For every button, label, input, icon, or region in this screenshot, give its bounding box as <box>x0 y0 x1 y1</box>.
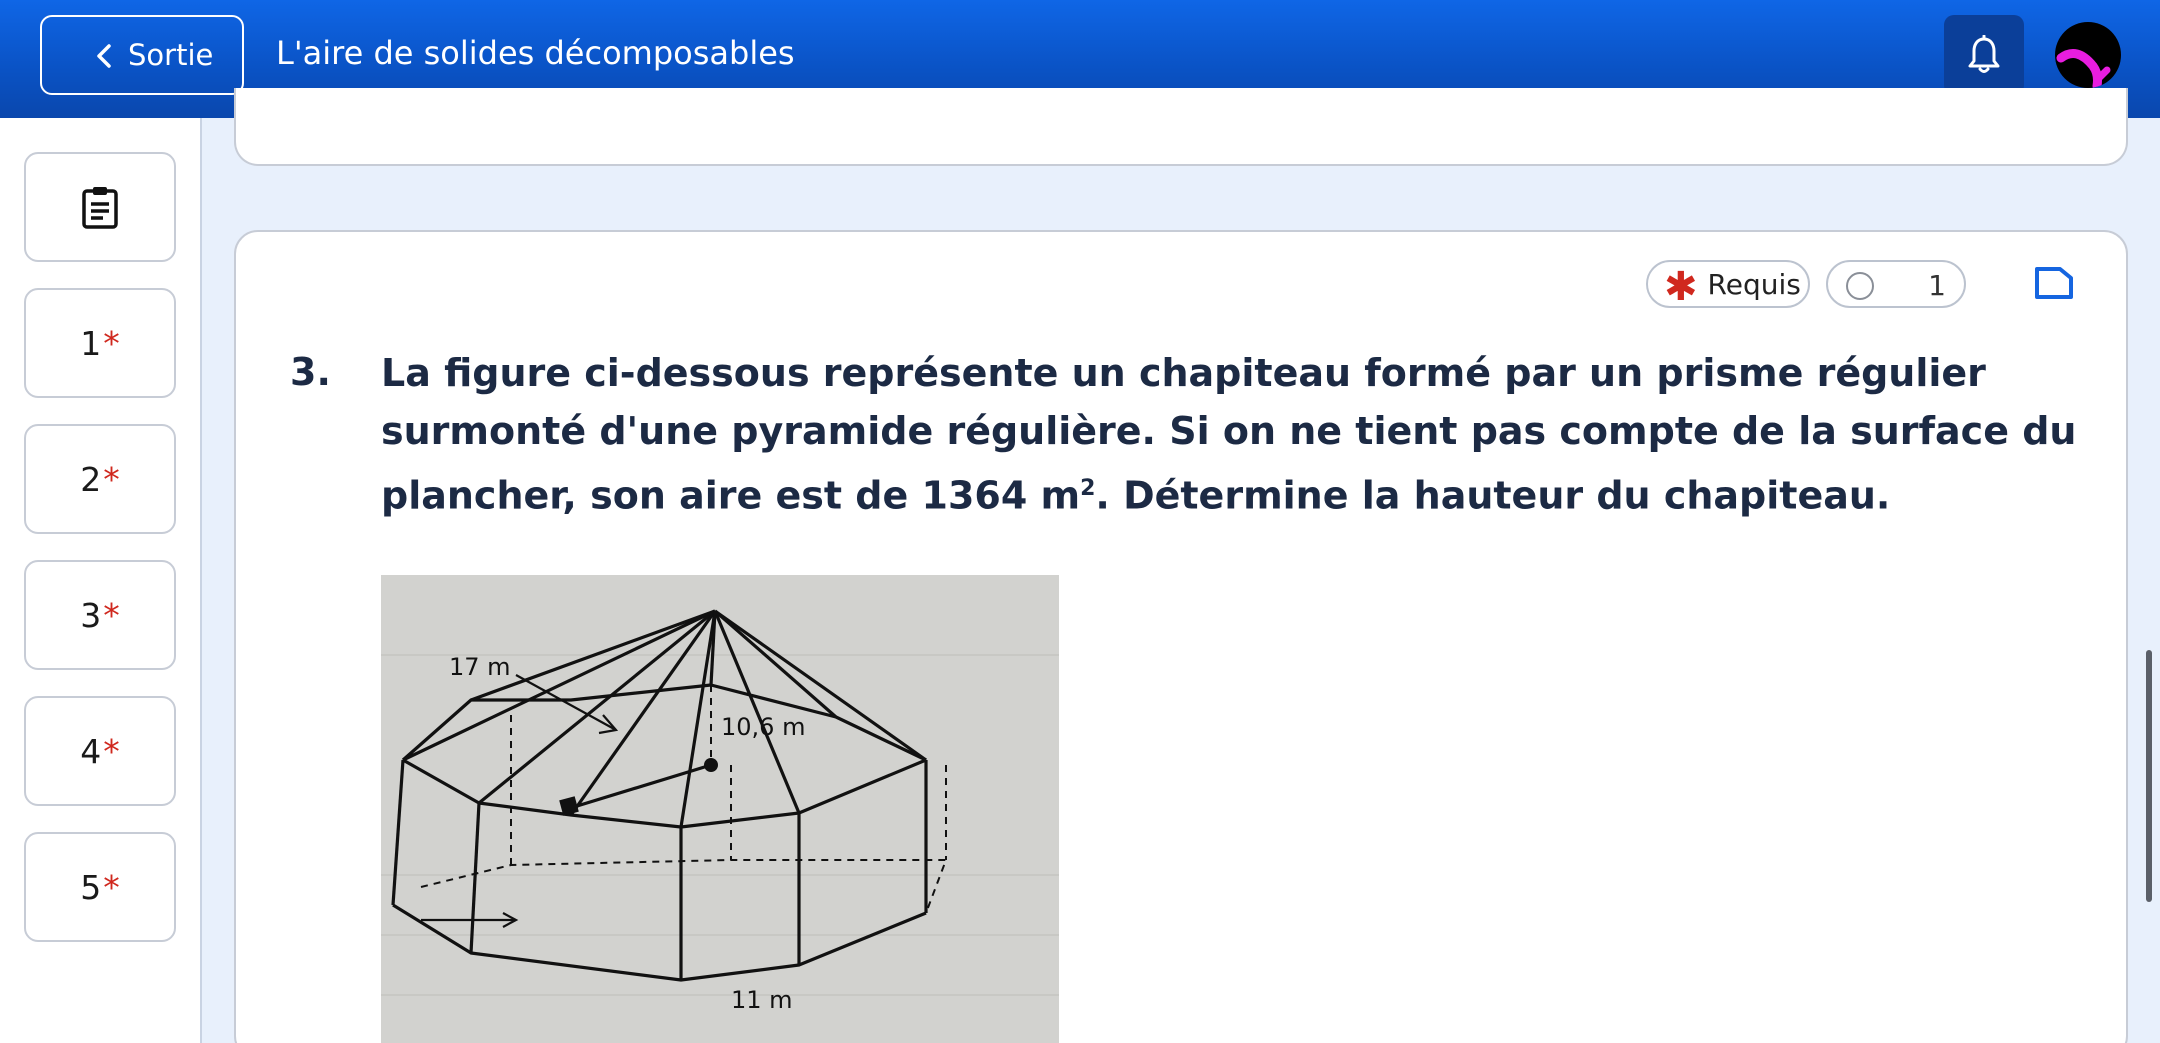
question-nav-5[interactable] <box>24 832 176 942</box>
required-label: Requis <box>1707 267 1801 301</box>
question-nav-label: 2 <box>80 459 102 499</box>
required-star: * <box>103 731 120 771</box>
points-badge <box>1826 260 1966 308</box>
question-nav-label: 4 <box>80 731 102 771</box>
exit-button[interactable] <box>40 15 244 95</box>
required-star: * <box>103 323 120 363</box>
circle-icon <box>1846 272 1874 300</box>
question-nav-3[interactable] <box>24 560 176 670</box>
chapiteau-drawing <box>381 575 1059 1043</box>
question-navigator <box>0 118 202 1043</box>
required-star: * <box>103 867 120 907</box>
question-nav-4[interactable] <box>24 696 176 806</box>
points-value: 1 <box>1928 269 1946 302</box>
exit-label: Sortie <box>128 38 214 72</box>
bell-icon <box>1967 35 2001 75</box>
notifications-button[interactable] <box>1944 15 2024 95</box>
question-text-exponent: 2 <box>1080 476 1096 501</box>
user-avatar[interactable] <box>2055 22 2121 88</box>
required-star: * <box>103 595 120 635</box>
page-title: L'aire de solides décomposables <box>276 34 795 72</box>
question-text <box>381 344 2101 525</box>
label-slant: 17 m <box>449 653 511 681</box>
asterisk-icon: ✱ <box>1664 264 1698 310</box>
question-text-main: La figure ci-dessous représente un chapiteau formé par un prisme régulier surmonté d'une pyramide régulière. Si on ne tient pas compte de la surface du plancher, son aire est de 1364 m <box>381 351 2077 518</box>
question-number: 3. <box>290 350 331 394</box>
previous-question-card <box>234 88 2128 166</box>
overview-button[interactable] <box>24 152 176 262</box>
label-apothem: 10,6 m <box>721 713 806 741</box>
label-side: 11 m <box>731 986 793 1014</box>
scrollbar[interactable] <box>2146 650 2152 902</box>
clipboard-icon <box>81 185 119 229</box>
question-nav-label: 1 <box>80 323 102 363</box>
note-icon[interactable] <box>2034 266 2074 300</box>
question-nav-2[interactable] <box>24 424 176 534</box>
question-nav-label: 3 <box>80 595 102 635</box>
chapiteau-figure <box>381 575 1059 1043</box>
avatar-image <box>2055 22 2121 88</box>
question-text-end: . Détermine la hauteur du chapiteau. <box>1095 473 1891 518</box>
question-nav-1[interactable] <box>24 288 176 398</box>
question-nav-label: 5 <box>80 867 102 907</box>
chevron-left-icon <box>92 43 118 69</box>
required-star: * <box>103 459 120 499</box>
required-badge <box>1646 260 1810 308</box>
